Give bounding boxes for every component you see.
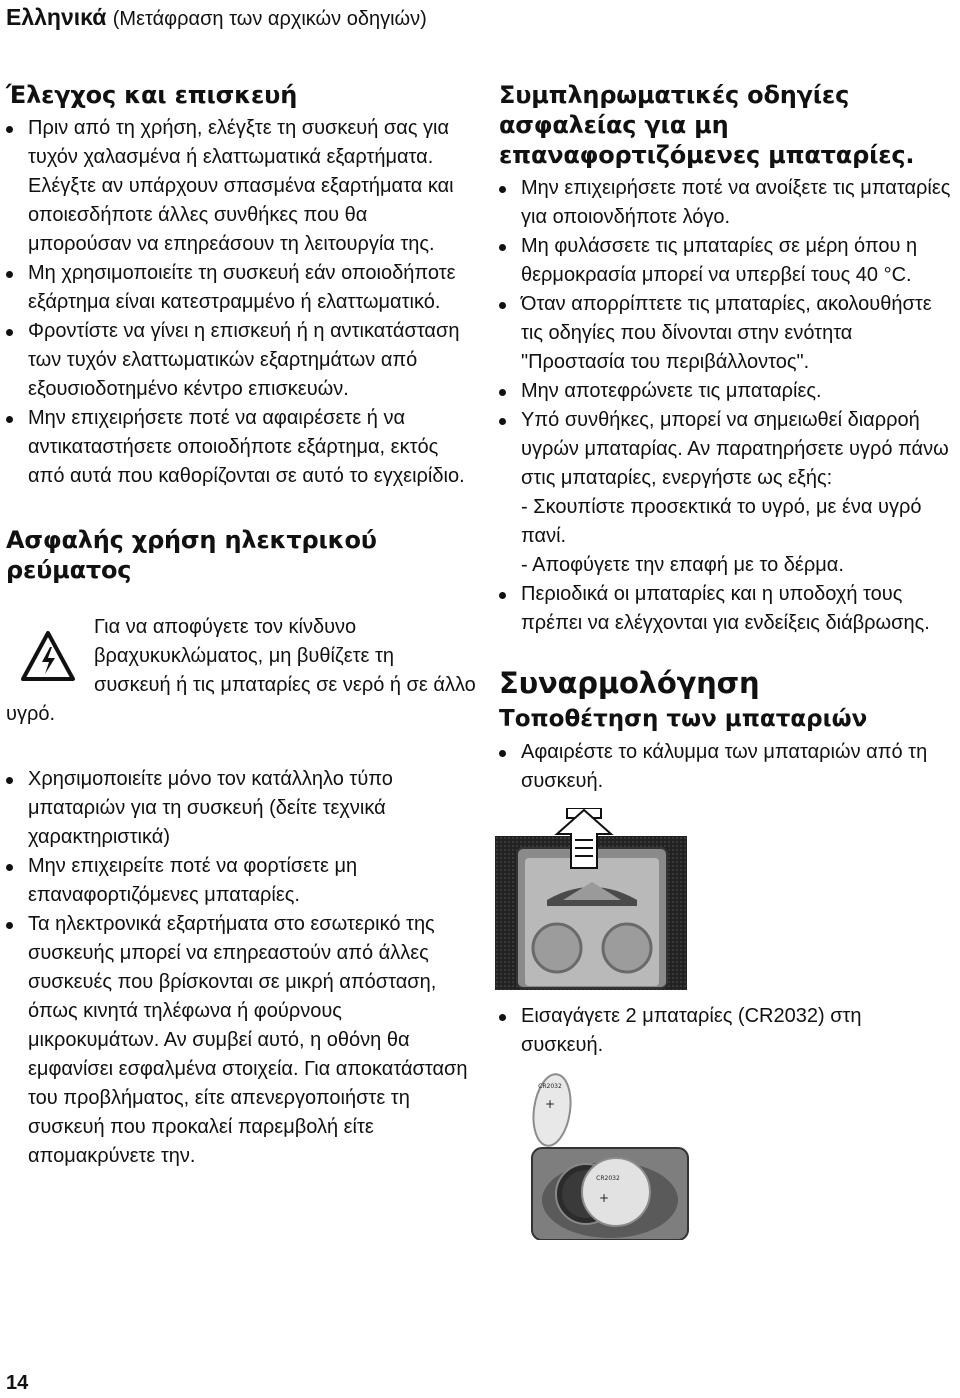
plus-sign-top: + <box>544 1097 556 1111</box>
electric-hazard-icon <box>20 629 76 685</box>
list-item: Χρησιμοποιείτε μόνο τον κατάλληλο τύπο μπαταριών για τη συσκευή (δείτε τεχνικά χαρακτηριστικά) <box>6 765 476 852</box>
subsection-title-battery-insertion: Τοποθέτηση των μπαταριών <box>499 706 868 732</box>
bullet-icon <box>6 864 13 871</box>
assembly-step-2 <box>499 1002 939 1060</box>
battery-insertion-illustration <box>530 1068 690 1240</box>
bullet-icon <box>499 389 506 396</box>
battery-label-bottom: CR2032 <box>596 1175 620 1182</box>
list-item: Αφαιρέστε το κάλυμμα των μπαταριών από τη συσκευή. <box>499 738 957 796</box>
left-column <box>6 80 476 1171</box>
bullet-icon <box>6 271 13 278</box>
right-column <box>499 80 957 796</box>
plus-sign-bottom: + <box>598 1191 610 1205</box>
list-item: Μην αποτεφρώνετε τις μπαταρίες. <box>499 377 957 406</box>
assembly-list-2 <box>499 1002 939 1060</box>
list-item: Μη χρησιμοποιείτε τη συσκευή εάν οποιοδήποτε εξάρτημα είναι κατεστραμμένο ή ελαττωματικό. <box>6 259 476 317</box>
list-item: Πριν από τη χρήση, ελέγξτε τη συσκευή σας για τυχόν χαλασμένα ή ελαττωματικά εξαρτήματα. Ελέγξτε αν υπάρχουν σπασμένα εξαρτήματα και οποιεσδήποτε άλλες συνθήκες που θα μπορούσαν να επηρεάσουν τη λειτουργία της. <box>6 114 476 259</box>
language-subtitle: (Μετάφραση των αρχικών οδηγιών) <box>112 8 427 30</box>
bullet-icon <box>499 1014 506 1021</box>
bullet-icon <box>6 416 13 423</box>
section-title-assembly: Συναρμολόγηση <box>499 666 760 700</box>
bullet-icon <box>6 777 13 784</box>
list-item: Υπό συνθήκες, μπορεί να σημειωθεί διαρροή υγρών μπαταρίας. Αν παρατηρήσετε υγρό πάνω στις μπαταρίες, ενεργήστε ως εξής: - Σκουπίστε προσεκτικά το υγρό, με ένα υγρό πανί. - Αποφύγετε την επαφή με το δέρμα. <box>499 406 957 580</box>
section-title-battery-safety: Συμπληρωματικές οδηγίες ασφαλείας για μη επαναφορτιζόμενες μπαταρίες. <box>499 81 915 169</box>
list-item: Εισαγάγετε 2 μπαταρίες (CR2032) στη συσκευή. <box>499 1002 939 1060</box>
bullet-icon <box>499 244 506 251</box>
electrical-safety-list <box>6 765 476 1171</box>
warning-block <box>6 607 476 729</box>
list-item: Φροντίστε να γίνει η επισκευή ή η αντικατάσταση των τυχόν ελαττωματικών εξαρτημάτων από εξουσιοδοτημένο κέντρο επισκευών. <box>6 317 476 404</box>
assembly-list-1 <box>499 738 957 796</box>
sub-item: - Σκουπίστε προσεκτικά το υγρό, με ένα υγρό πανί. <box>521 496 922 547</box>
battery-safety-list <box>499 174 957 638</box>
bullet-icon <box>6 922 13 929</box>
list-item: Όταν απορρίπτετε τις μπαταρίες, ακολουθήστε τις οδηγίες που δίνονται στην ενότητα "Προστασία του περιβάλλοντος". <box>499 290 957 377</box>
inspection-list <box>6 114 476 491</box>
bullet-icon <box>6 329 13 336</box>
list-item: Μη φυλάσσετε τις μπαταρίες σε μέρη όπου η θερμοκρασία μπορεί να υπερβεί τους 40 °C. <box>499 232 957 290</box>
page-number: 14 <box>6 1372 29 1394</box>
section-title-inspection: Έλεγχος και επισκευή <box>6 81 298 109</box>
bullet-icon <box>499 592 506 599</box>
list-item: Μην επιχειρείτε ποτέ να φορτίσετε μη επαναφορτιζόμενες μπαταρίες. <box>6 852 476 910</box>
page-header <box>6 2 427 34</box>
bullet-icon <box>499 302 506 309</box>
section-title-electrical-safety: Ασφαλής χρήση ηλεκτρικού ρεύματος <box>6 526 377 584</box>
bullet-icon <box>499 186 506 193</box>
list-item: Τα ηλεκτρονικά εξαρτήματα στο εσωτερικό της συσκευής μπορεί να επηρεαστούν από άλλες συσκευές που βρίσκονται σε μικρή απόσταση, όπως κινητά τηλέφωνα ή φούρνους μικροκυμάτων. Αν συμβεί αυτό, η οθόνη θα εμφανίσει εσφαλμένα στοιχεία. Για αποκατάσταση του προβλήματος, είτε απενεργοποιήστε τη συσκευή που προκαλεί παρεμβολή είτε απομακρύνετε την. <box>6 910 476 1171</box>
language-label: Ελληνικά <box>6 4 107 30</box>
warning-text: Για να αποφύγετε τον κίνδυνο βραχυκυκλώματος, μη βυθίζετε τη συσκευή ή τις μπαταρίες σε νερό ή σε άλλο υγρό. <box>6 616 476 725</box>
bullet-icon <box>499 418 506 425</box>
battery-cover-removal-illustration <box>495 808 695 990</box>
list-item: Μην επιχειρήσετε ποτέ να αφαιρέσετε ή να αντικαταστήσετε οποιοδήποτε εξάρτημα, εκτός από αυτά που καθορίζονται σε αυτό το εγχειρίδιο. <box>6 404 476 491</box>
list-item: Περιοδικά οι μπαταρίες και η υποδοχή τους πρέπει να ελέγχονται για ενδείξεις διάβρωσης. <box>499 580 957 638</box>
bullet-icon <box>499 750 506 757</box>
sub-item: - Αποφύγετε την επαφή με το δέρμα. <box>521 554 844 576</box>
bullet-icon <box>6 126 13 133</box>
battery-label-top: CR2032 <box>538 1083 562 1090</box>
list-item: Μην επιχειρήσετε ποτέ να ανοίξετε τις μπαταρίες για οποιονδήποτε λόγο. <box>499 174 957 232</box>
